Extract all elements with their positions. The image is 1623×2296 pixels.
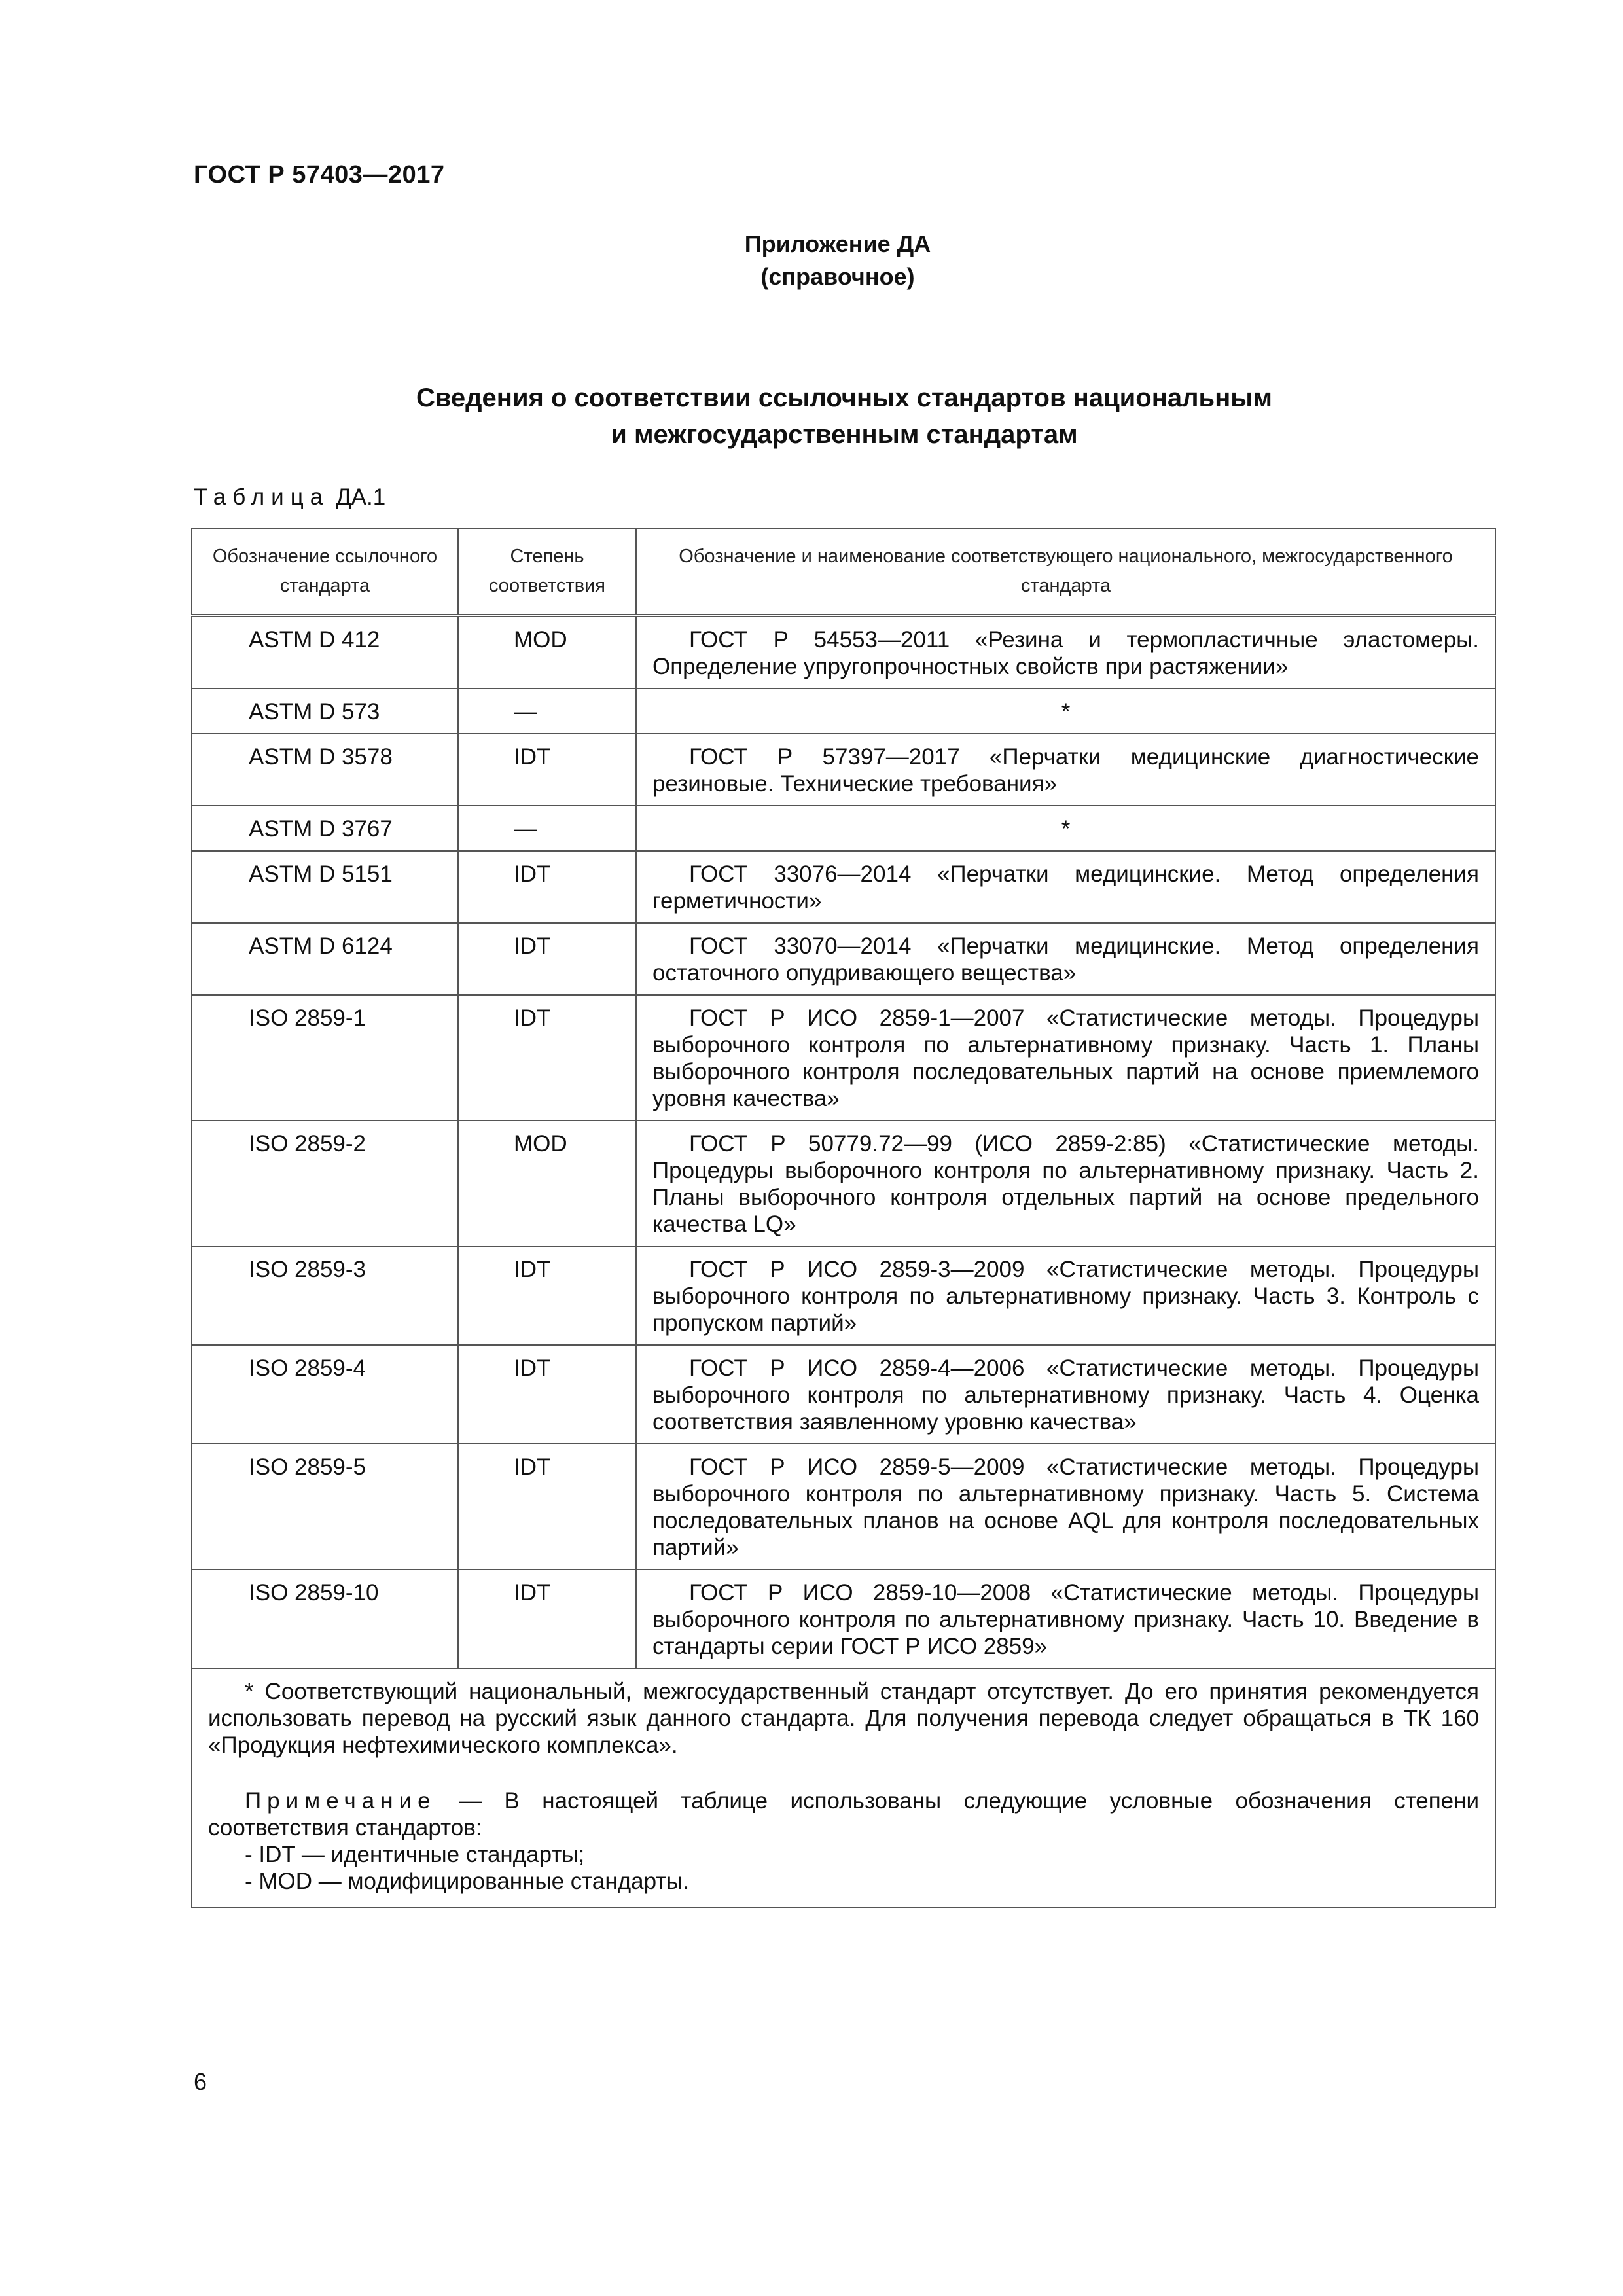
table-row [192, 923, 1495, 995]
national-standard-cell: ГОСТ 33076—2014 «Перчатки медицинские. Метод определения герметичности» [636, 851, 1495, 923]
table-row [192, 851, 1495, 923]
national-standard-cell: ГОСТ Р ИСО 2859-3—2009 «Статистические методы. Процедуры выборочного контроля по альтернативному признаку. Часть 3. Контроль с пропуском партий» [636, 1246, 1495, 1345]
section-title-line-1: Сведения о соответствии ссылочных стандартов национальным [416, 384, 1273, 412]
national-standard-cell: ГОСТ Р 54553—2011 «Резина и термопластичные эластомеры. Определение упругопрочностных свойств при растяжении» [636, 616, 1495, 689]
table-label [194, 484, 385, 511]
reference-standard-cell: ASTM D 3578 [192, 734, 458, 806]
table-row [192, 1121, 1495, 1246]
reference-standard-cell: ISO 2859-3 [192, 1246, 458, 1345]
degree-cell: — [458, 689, 636, 734]
degree-cell: — [458, 806, 636, 851]
reference-standard-cell: ASTM D 6124 [192, 923, 458, 995]
table-row [192, 1246, 1495, 1345]
note-text: — В настоящей таблице использованы следующие условные обозначения степени соответствия стандартов: [208, 1788, 1479, 1840]
degree-cell: MOD [458, 1121, 636, 1246]
section-title [0, 380, 1623, 453]
table-label-word: Таблица [194, 484, 330, 510]
national-standard-cell: ГОСТ Р ИСО 2859-5—2009 «Статистические методы. Процедуры выборочного контроля по альтернативному признаку. Часть 5. Система последовательных планов на основе AQL для контроля последовательных партий» [636, 1444, 1495, 1570]
national-standard-cell: ГОСТ Р ИСО 2859-1—2007 «Статистические методы. Процедуры выборочного контроля по альтернативному признаку. Часть 1. Планы выборочного контроля последовательных партий на основе приемлемого уровня качества» [636, 995, 1495, 1121]
reference-standard-cell: ASTM D 573 [192, 689, 458, 734]
national-standard-cell: ГОСТ 33070—2014 «Перчатки медицинские. Метод определения остаточного опудривающего вещества» [636, 923, 1495, 995]
footnote: * Соответствующий национальный, межгосударственный стандарт отсутствует. До его принятия рекомендуется использовать перевод на русский язык данного стандарта. Для получения перевода следует обращаться в ТК 160 «Продукция нефтехимического комплекса». [208, 1679, 1479, 1758]
degree-cell: IDT [458, 1570, 636, 1668]
note-paragraph [208, 1787, 1479, 1841]
appendix-type: (справочное) [760, 263, 915, 290]
table-row [192, 1444, 1495, 1570]
table-notes-row [192, 1668, 1495, 1907]
reference-standard-cell: ISO 2859-10 [192, 1570, 458, 1668]
degree-cell: IDT [458, 851, 636, 923]
reference-standard-cell: ISO 2859-2 [192, 1121, 458, 1246]
national-standard-cell: ГОСТ Р ИСО 2859-10—2008 «Статистические методы. Процедуры выборочного контроля по альтернативному признаку. Часть 10. Введение в стандарты серии ГОСТ Р ИСО 2859» [636, 1570, 1495, 1668]
appendix-name: Приложение ДА [744, 230, 931, 257]
note-item: - IDT — идентичные стандарты; [245, 1842, 585, 1867]
reference-standard-cell: ASTM D 412 [192, 616, 458, 689]
degree-cell: IDT [458, 1345, 636, 1444]
header-national-standard: Обозначение и наименование соответствующего национального, межгосударственного стандарта [636, 528, 1495, 616]
header-reference-standard: Обозначение ссылочного стандарта [192, 528, 458, 616]
section-title-line-2: и межгосударственным стандартам [611, 420, 1078, 449]
document-code: ГОСТ Р 57403—2017 [194, 161, 445, 188]
note-item: - MOD — модифицированные стандарты. [245, 1869, 690, 1894]
table-row [192, 995, 1495, 1121]
table-notes-cell [192, 1668, 1495, 1907]
table-row [192, 734, 1495, 806]
degree-cell: IDT [458, 995, 636, 1121]
table-label-number: ДА.1 [335, 484, 386, 510]
degree-cell: IDT [458, 734, 636, 806]
table-row [192, 1570, 1495, 1668]
national-standard-cell: ГОСТ Р 57397—2017 «Перчатки медицинские диагностические резиновые. Технические требования» [636, 734, 1495, 806]
table-row [192, 616, 1495, 689]
header-degree-of-correspondence: Степень соответствия [458, 528, 636, 616]
national-standard-cell: * [636, 806, 1495, 851]
degree-cell: IDT [458, 1246, 636, 1345]
reference-standard-cell: ISO 2859-1 [192, 995, 458, 1121]
degree-cell: IDT [458, 1444, 636, 1570]
national-standard-cell: * [636, 689, 1495, 734]
table-row [192, 689, 1495, 734]
table-row [192, 1345, 1495, 1444]
appendix-heading [0, 228, 1623, 293]
page-number: 6 [194, 2068, 207, 2095]
standards-correspondence-table [191, 528, 1496, 1908]
note-label: Примечание [245, 1788, 437, 1814]
national-standard-cell: ГОСТ Р 50779.72—99 (ИСО 2859-2:85) «Статистические методы. Процедуры выборочного контроля по альтернативному признаку. Часть 2. Планы выборочного контроля отдельных партий на основе предельного качества LQ» [636, 1121, 1495, 1246]
degree-cell: IDT [458, 923, 636, 995]
reference-standard-cell: ISO 2859-4 [192, 1345, 458, 1444]
degree-cell: MOD [458, 616, 636, 689]
national-standard-cell: ГОСТ Р ИСО 2859-4—2006 «Статистические методы. Процедуры выборочного контроля по альтернативному признаку. Часть 4. Оценка соответствия заявленному уровню качества» [636, 1345, 1495, 1444]
reference-standard-cell: ASTM D 5151 [192, 851, 458, 923]
table-header-row [192, 528, 1495, 616]
reference-standard-cell: ISO 2859-5 [192, 1444, 458, 1570]
table-row [192, 806, 1495, 851]
reference-standard-cell: ASTM D 3767 [192, 806, 458, 851]
